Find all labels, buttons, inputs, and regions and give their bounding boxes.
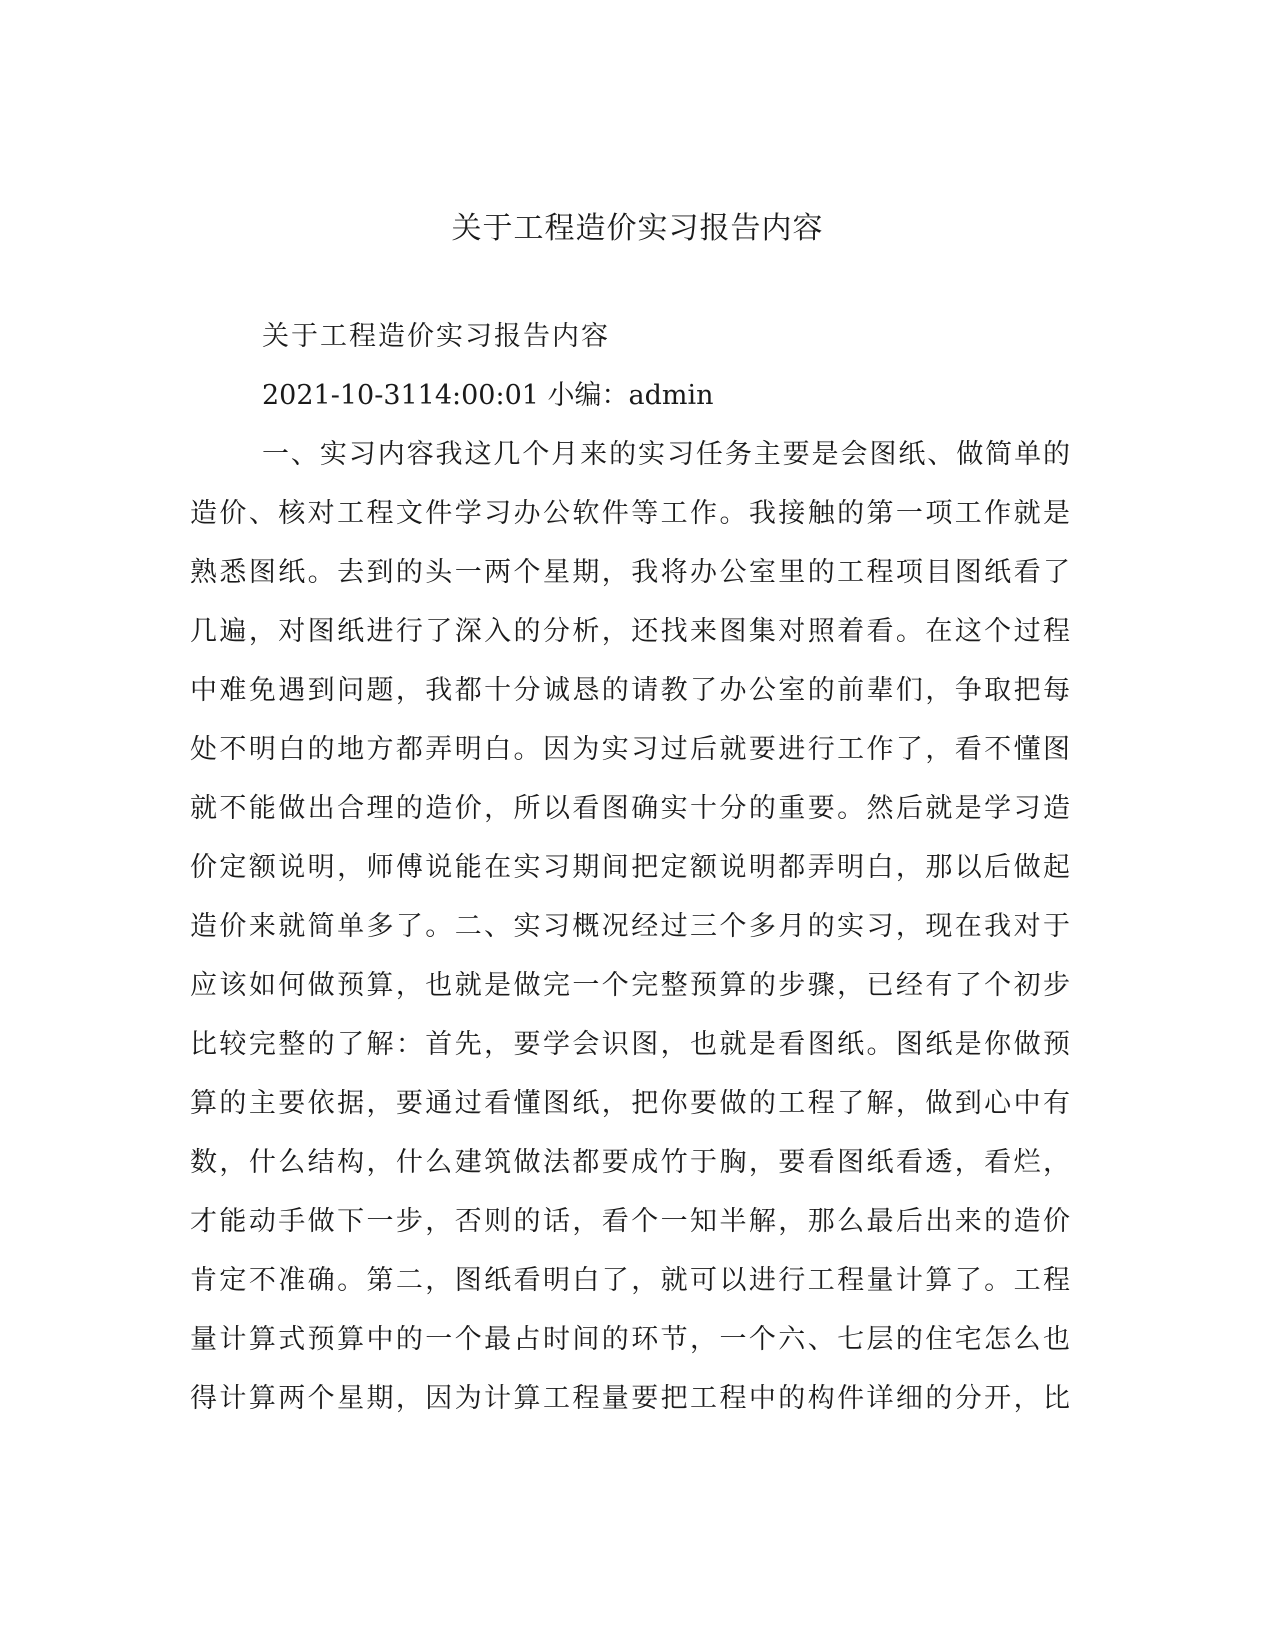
body-line: 价定额说明，师傅说能在实习期间把定额说明都弄明白，那以后做起 (190, 852, 1070, 883)
body-line: 造价、核对工程文件学习办公软件等工作。我接触的第一项工作就是 (190, 498, 1070, 529)
body-line: 算的主要依据，要通过看懂图纸，把你要做的工程了解，做到心中有 (190, 1088, 1070, 1119)
body-line: 几遍，对图纸进行了深入的分析，还找来图集对照着看。在这个过程 (190, 616, 1070, 647)
body-line: 得计算两个星期，因为计算工程量要把工程中的构件详细的分开，比 (190, 1383, 1070, 1414)
body-line: 中难免遇到问题，我都十分诚恳的请教了办公室的前辈们，争取把每 (190, 675, 1070, 706)
body-line: 造价来就简单多了。二、实习概况经过三个多月的实习，现在我对于 (190, 911, 1070, 942)
body-line: 比较完整的了解：首先，要学会识图，也就是看图纸。图纸是你做预 (190, 1029, 1070, 1060)
body-line: 应该如何做预算，也就是做完一个完整预算的步骤，已经有了个初步 (190, 970, 1070, 1001)
document-title: 关于工程造价实习报告内容 (451, 211, 824, 246)
body-line: 数，什么结构，什么建筑做法都要成竹于胸，要看图纸看透，看烂， (190, 1147, 1070, 1178)
body-line: 熟悉图纸。去到的头一两个星期，我将办公室里的工程项目图纸看了 (190, 557, 1070, 588)
body-line: 一、实习内容我这几个月来的实习任务主要是会图纸、做简单的 (262, 439, 1070, 470)
document-meta: 2021-10-3114:00:01 小编：admin (262, 380, 714, 411)
document-subtitle: 关于工程造价实习报告内容 (262, 321, 610, 352)
body-line: 处不明白的地方都弄明白。因为实习过后就要进行工作了，看不懂图 (190, 734, 1070, 765)
body-line: 才能动手做下一步，否则的话，看个一知半解，那么最后出来的造价 (190, 1206, 1070, 1237)
body-line: 量计算式预算中的一个最占时间的环节，一个六、七层的住宅怎么也 (190, 1324, 1070, 1355)
body-line: 就不能做出合理的造价，所以看图确实十分的重要。然后就是学习造 (190, 793, 1070, 824)
body-line: 肯定不准确。第二，图纸看明白了，就可以进行工程量计算了。工程 (190, 1265, 1070, 1296)
